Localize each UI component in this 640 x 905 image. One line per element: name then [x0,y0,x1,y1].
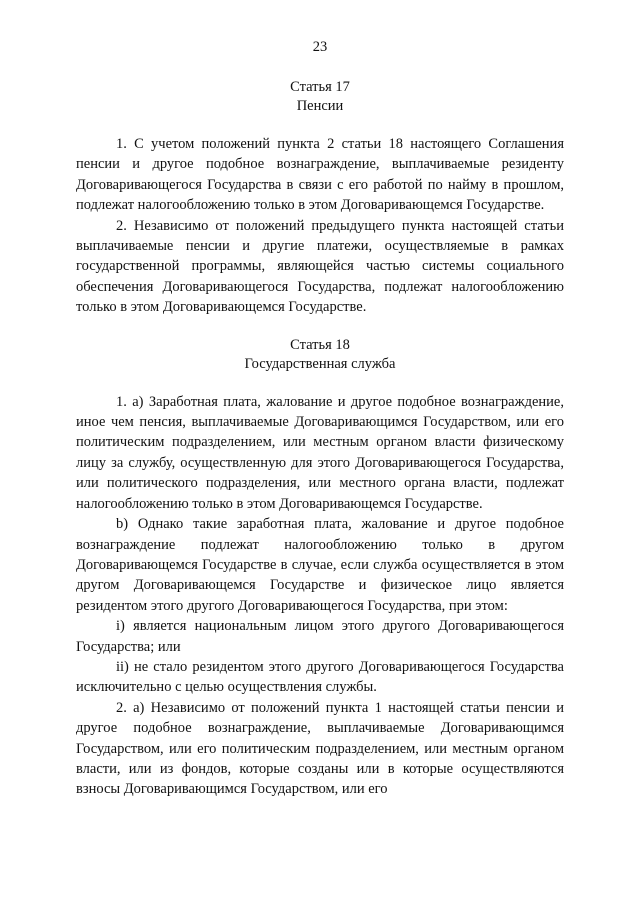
page-number: 23 [312,39,328,55]
paragraph: 1. a) Заработная плата, жалование и другое подобное вознаграждение, иное чем пенсия, выплачиваемые Договаривающимся Государством, или его политическим подразделением, или местным органом власти физическому лицу за службу, осуществленную для этого Договаривающегося Государства, или политического подразделения, или местного органа власти, подлежат налогообложению только в этом Договаривающемся Государстве. [76,393,564,512]
article-number: Статья 18 [290,336,350,353]
article-18 [76,336,564,800]
article-body [76,134,564,318]
article-title: Государственная служба [244,355,396,372]
paragraph: b) Однако такие заработная плата, жалование и другое подобное вознаграждение подлежат налогообложению только в другом Договаривающемся Государстве в случае, если служба осуществляется в этом другом Договаривающемся Государстве и физическое лицо является резидентом этого другого Договаривающегося Государства, при этом: [76,516,564,614]
article-number: Статья 17 [290,79,350,95]
paragraph: 2. Независимо от положений предыдущего пункта настоящей статьи выплачиваемые пенсии и другие платежи, осуществляемые в рамках государственной программы, являющейся частью системы социального обеспечения Договаривающегося Государства, подлежат налогообложению только в этом Договаривающемся Государстве. [76,217,564,316]
article-heading [76,78,564,116]
article-17 [76,78,564,318]
article-body [76,392,564,800]
article-heading [76,336,564,374]
paragraph: 1. С учетом положений пункта 2 статьи 18 настоящего Соглашения пенсии и другое подобное вознаграждение, выплачиваемые резиденту Договаривающегося Государства в связи с его работой по найму в прошлом, подлежат налогообложению только в этом Договаривающемся Государстве. [76,136,564,214]
article-title: Пенсии [296,98,344,114]
paragraph: 2. a) Независимо от положений пункта 1 настоящей статьи пенсии и другое подобное вознаграждение, выплачиваемые Договаривающимся Государством, или его политическим подразделением, или местным органом власти, или из фондов, которые созданы или в которые осуществляются взносы Договаривающимся Государством, или его [76,699,564,798]
list-item: ii) не стало резидентом этого другого Договаривающегося Государства исключительно с целью осуществления службы. [76,658,564,696]
list-item: i) является национальным лицом этого другого Договаривающегося Государства; или [76,618,564,655]
